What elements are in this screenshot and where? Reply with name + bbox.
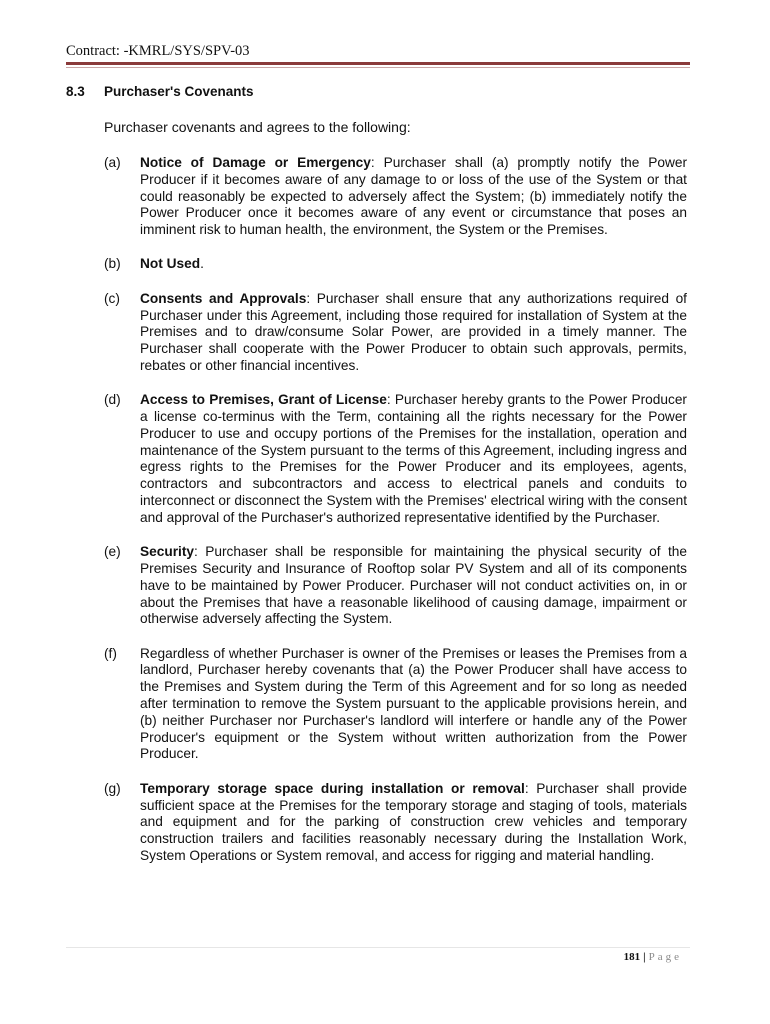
item-text: : Purchaser hereby grants to the Power Producer a license co-terminus with the Term, containing all the rights necessary for the Power Producer to use and occupy portions of the Premises for the installation, operation and maintenance of the System pursuant to the terms of this Agreement, including ingress and egress rights to the Premises for the Power Producer and its employees, agents, contractors and subcontractors and access to electrical panels and conduits to interconnect or disconnect the System with the Premises' electrical wiring with the consent and approval of the Purchaser's authorized representative identified by the Purchaser. — [140, 392, 687, 525]
footer-separator: | — [643, 951, 646, 963]
item-body — [140, 544, 687, 628]
page-footer — [624, 951, 682, 963]
item-label: (f) — [104, 645, 117, 661]
item-body — [140, 781, 687, 865]
section-title: Purchaser's Covenants — [104, 84, 254, 99]
item-label: (e) — [104, 544, 121, 560]
item-title: Security — [140, 544, 195, 560]
page-number: 181 — [623, 951, 641, 963]
covenant-item-c — [104, 291, 687, 375]
item-text: : Purchaser shall be responsible for maintaining the physical security of the Premises Security and Insurance of Rooftop solar PV System and all of its components have to be maintained by Power Producer. Purchaser will not conduct activities on, in or about the Premises that have a reasonable likelihood of causing damage, impairment or otherwise adversely affecting the System. — [140, 544, 687, 627]
intro-paragraph: Purchaser covenants and agrees to the following: — [104, 119, 411, 135]
item-text: . — [200, 256, 204, 272]
covenant-item-b — [104, 256, 687, 273]
item-text: Regardless of whether Purchaser is owner of the Premises or leases the Premises from a landlord, Purchaser hereby covenants that (a) the Power Producer shall have access to the Premises and System during the Term of this Agreement and for so long as needed after termination to remove the System pursuant to the applicable provisions herein, and (b) neither Purchaser nor Purchaser's landlord will interfere or handle any of the Power Producer's equipment or the System without written authorization from the Power Producer. — [140, 645, 687, 762]
section-number: 8.3 — [66, 84, 85, 99]
page-word: Page — [648, 951, 682, 963]
item-body — [140, 155, 687, 239]
item-body — [140, 256, 687, 273]
header-rule-thin — [66, 67, 690, 68]
item-label: (g) — [104, 780, 121, 796]
header-rule — [66, 62, 690, 65]
item-label: (c) — [104, 290, 120, 306]
item-body — [140, 646, 687, 764]
covenant-item-g — [104, 781, 687, 865]
item-text: : Purchaser shall provide sufficient space at the Premises for the temporary storage and staging of tools, materials and equipment and for the parking of construction crew vehicles and temporary construction trailers and facilities reasonably necessary during the Installation Work, System Operations or System removal, and access for rigging and material handling. — [140, 780, 687, 863]
covenant-item-f — [104, 646, 687, 764]
item-title: Consents and Approvals — [140, 290, 307, 306]
item-text: : Purchaser shall ensure that any authorizations required of Purchaser under this Agreement, including those required for installation of System at the Premises and to draw/consume Solar Power, are provided in a timely manner. The Purchaser shall cooperate with the Power Producer to obtain such approvals, permits, rebates or other financial incentives. — [140, 290, 687, 373]
item-title: Notice of Damage or Emergency — [140, 155, 371, 170]
item-title: Access to Premises, Grant of License — [140, 392, 387, 408]
footer-rule — [66, 947, 690, 948]
section-heading — [66, 84, 254, 99]
item-label: (b) — [104, 256, 121, 272]
item-title: Temporary storage space during installation or removal — [140, 780, 525, 796]
contract-header: Contract: -KMRL/SYS/SPV-03 — [66, 43, 250, 59]
covenant-item-d — [104, 392, 687, 526]
item-body — [140, 392, 687, 526]
covenant-item-e — [104, 544, 687, 628]
covenant-list — [104, 155, 687, 882]
item-label: (a) — [104, 155, 121, 170]
item-body — [140, 291, 687, 375]
item-label: (d) — [104, 392, 121, 408]
covenant-item-a — [104, 155, 687, 239]
item-title: Not Used — [140, 256, 201, 272]
item-text: : Purchaser shall (a) promptly notify the Power Producer if it becomes aware of any damage to or loss of the use of the System or that could reasonably be expected to adversely affect the System; (b) immediately notify the Power Producer once it becomes aware of any event or circumstance that poses an imminent risk to human health, the environment, the System or the Premises. — [140, 155, 687, 238]
